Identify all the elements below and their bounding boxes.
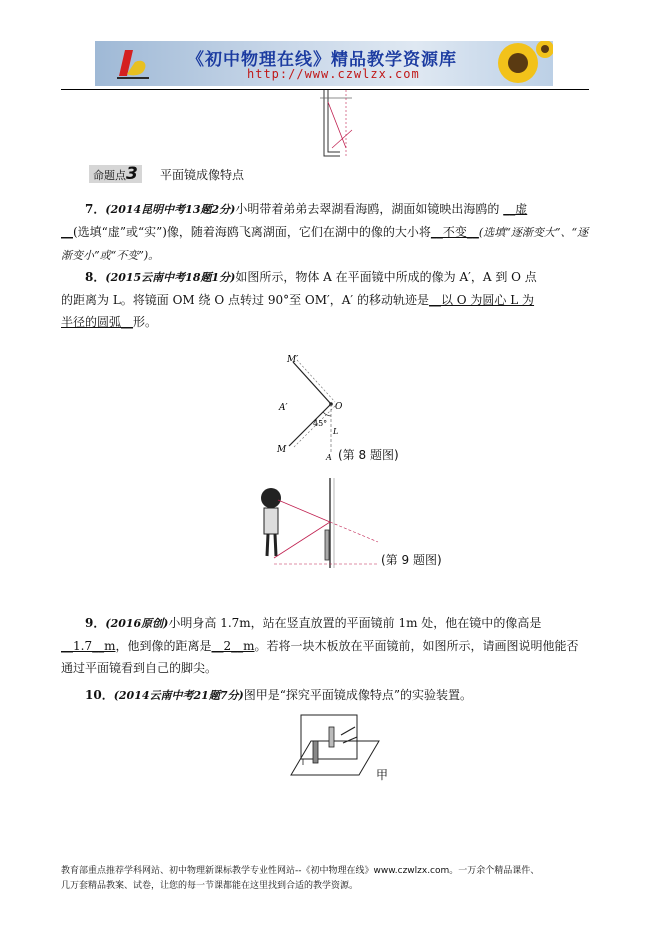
fig8-label-l: L bbox=[333, 427, 339, 436]
section-tag-label: 命题点 bbox=[93, 169, 126, 182]
footer bbox=[61, 864, 601, 894]
q9-number: 9． bbox=[85, 616, 106, 630]
fig8-label-m-prime: M′ bbox=[287, 355, 299, 365]
q8-answer-1: __以 O 为圆心 L 为 bbox=[428, 293, 535, 307]
q9-answer-2: __2__m bbox=[211, 639, 255, 653]
figure-9-caption: (第 9 题图) bbox=[381, 553, 442, 567]
figure-10-caption: 甲 bbox=[376, 768, 389, 782]
q8-text-3: 形。 bbox=[133, 315, 158, 329]
q7-text-3: (选填“逐渐变大”、“逐渐变小”或“不变”)。 bbox=[61, 226, 589, 262]
q8-number: 8． bbox=[85, 270, 106, 284]
question-10 bbox=[61, 684, 589, 707]
q8-text-2: 的距离为 L。将镜面 OM 绕 O 点转过 90°至 OM′，A′ 的移动轨迹是 bbox=[61, 293, 429, 307]
q7-source: (2014昆明中考13题2分) bbox=[105, 203, 236, 216]
q8-source: (2015云南中考18题1分) bbox=[105, 271, 236, 284]
q7-answer-2: __不变__ bbox=[430, 225, 479, 239]
q7-text-2: (选填“虚”或“实”)像，随着海鸥飞离湖面，它们在湖中的像的大小将 bbox=[73, 225, 431, 239]
q9-source: (2016原创) bbox=[105, 617, 169, 630]
q10-number: 10． bbox=[85, 688, 114, 702]
logo-icon bbox=[113, 44, 153, 84]
top-mirror-figure bbox=[318, 88, 358, 160]
fig8-label-angle: 45° bbox=[313, 419, 328, 428]
q9-text-3: 。若将一块木板放在平面镜前，如图所示，请画图说明他能否通过平面镜看到自己的脚尖。 bbox=[61, 639, 579, 675]
q10-source: (2014云南中考21题7分) bbox=[113, 689, 244, 702]
q7-text-1: 小明带着弟弟去翠湖看海鸥，湖面如镜映出海鸥的 bbox=[235, 202, 500, 216]
question-9 bbox=[61, 612, 589, 679]
footer-line-1: 教育部重点推荐学科网站、初中物理新课标教学专业性网站--《初中物理在线》www.czwlzx.com。一万余个精品课件、 bbox=[61, 866, 540, 876]
section-title: 平面镜成像特点 bbox=[160, 168, 245, 182]
q7-number: 7． bbox=[85, 202, 106, 216]
banner-title: 《初中物理在线》精品教学资源库 bbox=[187, 50, 457, 70]
question-7 bbox=[61, 198, 589, 267]
q7-answer-1b: __ bbox=[61, 225, 73, 239]
figure-10 bbox=[283, 713, 383, 783]
fig8-label-o: O bbox=[335, 402, 343, 412]
footer-line-2: 几万套精品教案、试卷，让您的每一节课都能在这里找到合适的教学资源。 bbox=[61, 881, 359, 891]
q8-answer-1b: 半径的圆弧__ bbox=[61, 315, 134, 329]
q9-answer-1: __1.7__m bbox=[61, 639, 116, 653]
banner-url: http://www.czwlzx.com bbox=[247, 67, 420, 81]
q9-text-1: 小明身高 1.7m，站在竖直放置的平面镜前 1m 处，他在镜中的像高是 bbox=[168, 616, 542, 630]
q9-text-2: ，他到像的距离是 bbox=[115, 639, 212, 653]
figure-8-caption: (第 8 题图) bbox=[338, 448, 399, 462]
section-tag-number: 3 bbox=[126, 164, 138, 184]
q10-text-1: 图甲是“探究平面镜成像特点”的实验装置。 bbox=[243, 688, 472, 702]
question-8 bbox=[61, 266, 589, 333]
sunflower-icon bbox=[483, 41, 553, 86]
figure-9 bbox=[250, 478, 390, 578]
q8-text-1: 如图所示，物体 A 在平面镜中所成的像为 A′，A 到 O 点 bbox=[235, 270, 537, 284]
header-banner bbox=[95, 41, 553, 86]
fig8-label-m: M bbox=[277, 445, 287, 455]
q7-answer-1: __虚 bbox=[503, 202, 528, 216]
fig8-label-a: A bbox=[326, 453, 332, 462]
section-tag bbox=[89, 165, 142, 183]
fig8-label-a-prime: A′ bbox=[279, 403, 288, 413]
